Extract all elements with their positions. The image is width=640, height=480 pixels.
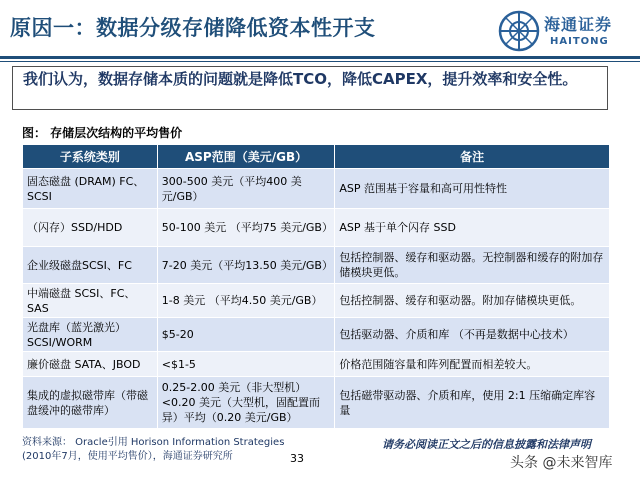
header-asp-range: ASP范围（美元/GB） bbox=[157, 145, 335, 169]
cell-asp: 7-20 美元（平均13.50 美元/GB） bbox=[157, 247, 335, 284]
table-row bbox=[23, 169, 610, 209]
header-divider-thin bbox=[0, 61, 640, 62]
logo-english-text: HAITONG bbox=[550, 36, 609, 47]
table-row bbox=[23, 284, 610, 318]
summary-box: 我们认为，数据存储本质的问题就是降低TCO，降低CAPEX，提升效率和安全性。 bbox=[12, 66, 608, 110]
page-title: 原因一：数据分级存储降低资本性开支 bbox=[10, 15, 376, 40]
cell-subsystem: 企业级磁盘SCSI、FC bbox=[23, 247, 158, 284]
source-note bbox=[22, 436, 284, 464]
cell-asp: 50-100 美元 （平均75 美元/GB） bbox=[157, 209, 335, 247]
cell-notes: 包括控制器、缓存和驱动器。附加存储模块更低。 bbox=[335, 284, 610, 318]
cell-subsystem: （闪存）SSD/HDD bbox=[23, 209, 158, 247]
watermark: 头条 @未来智库 bbox=[510, 455, 613, 471]
cell-asp: 300-500 美元（平均400 美元/GB） bbox=[157, 169, 335, 209]
cell-subsystem: 集成的虚拟磁带库（带磁盘缓冲的磁带库） bbox=[23, 377, 158, 429]
cell-notes: 包括控制器、缓存和驱动器。无控制器和缓存的附加存储模块更低。 bbox=[335, 247, 610, 284]
cell-subsystem: 固态磁盘 (DRAM) FC、SCSI bbox=[23, 169, 158, 209]
header-divider bbox=[0, 56, 640, 59]
table-row bbox=[23, 318, 610, 352]
disclaimer: 请务必阅读正文之后的信息披露和法律声明 bbox=[382, 438, 591, 451]
cell-notes: ASP 基于单个闪存 SSD bbox=[335, 209, 610, 247]
asp-table bbox=[22, 144, 610, 429]
cell-notes: 价格范围随容量和阵列配置而相差较大。 bbox=[335, 352, 610, 377]
cell-asp: $5-20 bbox=[157, 318, 335, 352]
cell-notes: ASP 范围基于容量和高可用性特性 bbox=[335, 169, 610, 209]
logo-chinese-text: 海通证券 bbox=[544, 15, 613, 34]
cell-notes: 包括驱动器、介质和库 （不再是数据中心技术） bbox=[335, 318, 610, 352]
cell-notes: 包括磁带驱动器、介质和库，使用 2:1 压缩确定库容量 bbox=[335, 377, 610, 429]
table-header-row bbox=[23, 145, 610, 169]
table-row bbox=[23, 209, 610, 247]
header-notes: 备注 bbox=[335, 145, 610, 169]
table-row bbox=[23, 352, 610, 377]
page-number: 33 bbox=[290, 452, 304, 465]
source-line-1: 资料来源： Oracle引用 Horison Information Strategies bbox=[22, 437, 285, 448]
cell-subsystem: 光盘库（蓝光激光）SCSI/WORM bbox=[23, 318, 158, 352]
cell-asp: <$1-5 bbox=[157, 352, 335, 377]
cell-subsystem: 廉价磁盘 SATA、JBOD bbox=[23, 352, 158, 377]
table-row bbox=[23, 377, 610, 429]
figure-caption: 图： 存储层次结构的平均售价 bbox=[22, 126, 183, 140]
cell-asp: 1-8 美元 （平均4.50 美元/GB） bbox=[157, 284, 335, 318]
haitong-emblem-icon bbox=[498, 10, 540, 52]
source-line-2: (2010年7月，使用平均售价），海通证券研究所 bbox=[22, 451, 233, 462]
cell-subsystem: 中端磁盘 SCSI、FC、SAS bbox=[23, 284, 158, 318]
table-row bbox=[23, 247, 610, 284]
header-subsystem: 子系统类别 bbox=[23, 145, 158, 169]
cell-asp: 0.25-2.00 美元（非大型机） <0.20 美元（大型机，固配置而异）平均（0.20 美元/GB） bbox=[157, 377, 335, 429]
haitong-logo bbox=[498, 8, 638, 54]
